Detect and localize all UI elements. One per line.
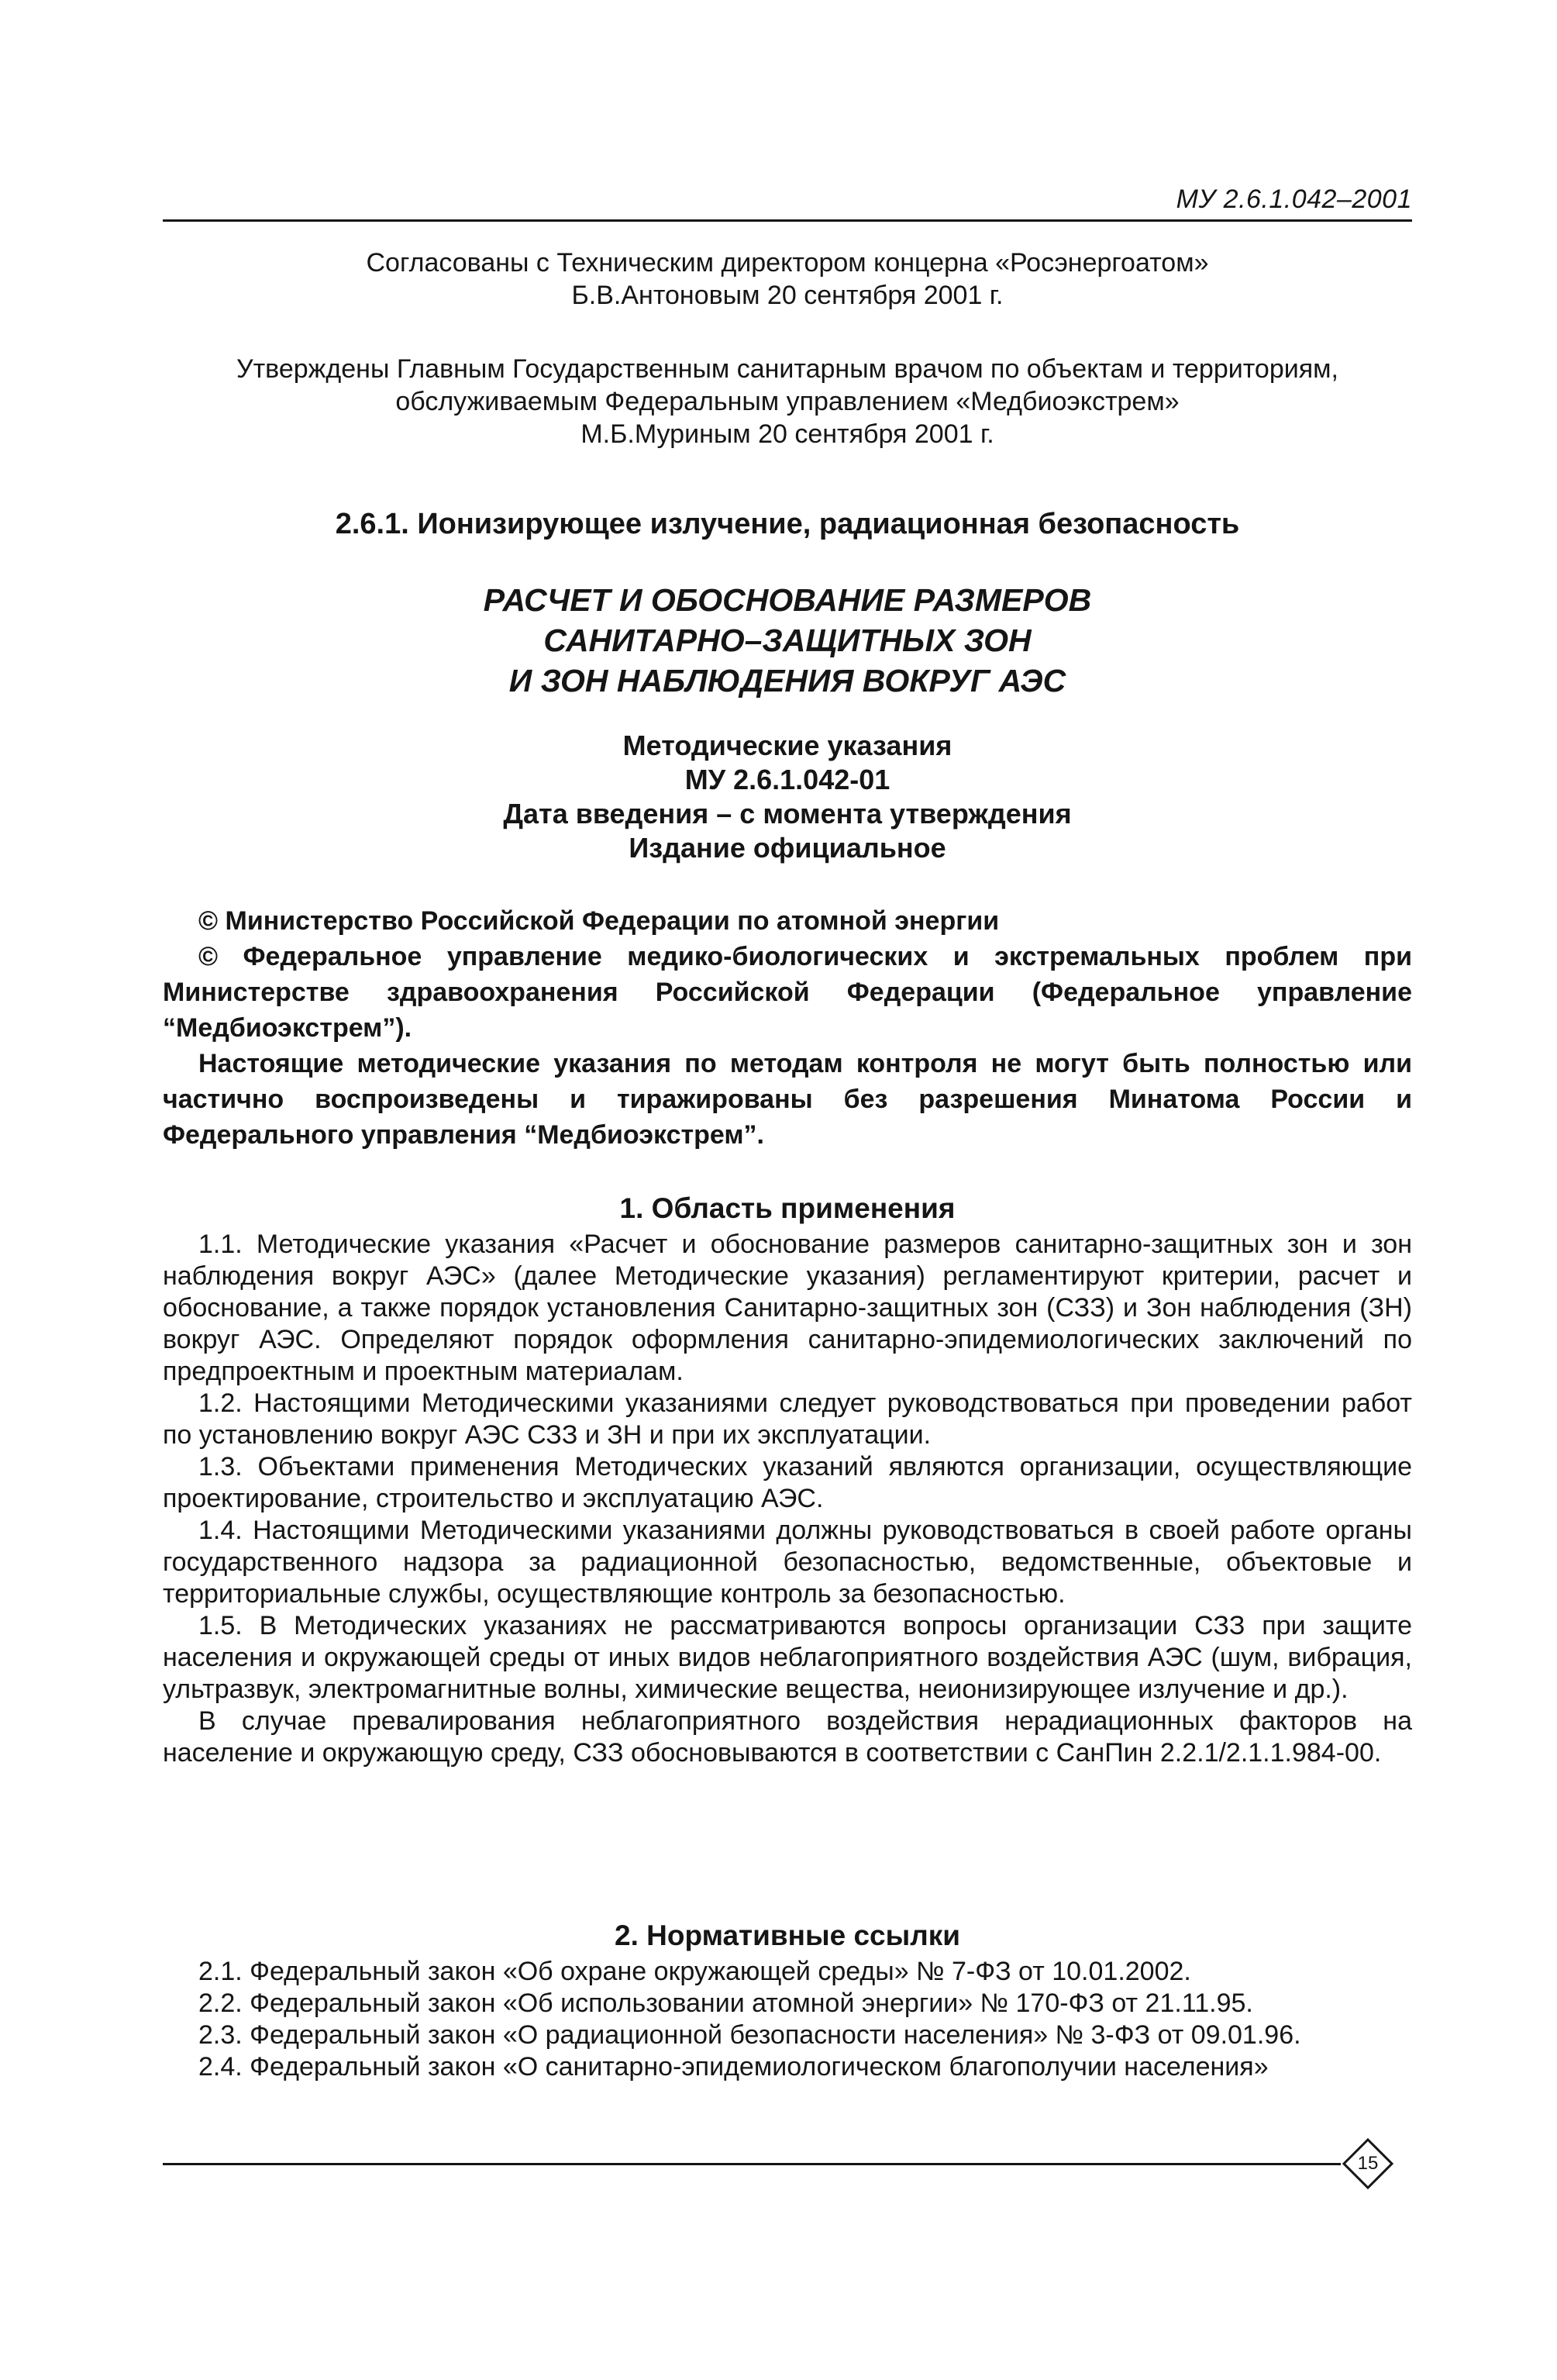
- reproduction-notice: Настоящие методические указания по методам контроля не могут быть полностью или частично воспроизведены и тиражированы без разрешения Минатома России и Федерального управления “Медбиоэкстрем”.: [163, 1049, 1412, 1150]
- header-rule: [163, 219, 1412, 222]
- paragraph: 1.1. Методические указания «Расчет и обоснование размеров санитарно-защитных зон и зон наблюдения вокруг АЭС» (далее Методические указания) регламентируют критерии, расчет и обоснование, а также порядок установления Санитарно-защитных зон (СЗЗ) и Зон наблюдения (ЗН) вокруг АЭС. Определяют порядок оформления санитарно-эпидемиологических заключений по предпроектным и проектным материалам.: [163, 1230, 1412, 1386]
- paragraph: 1.5. В Методических указаниях не рассматриваются вопросы организации СЗЗ при защите населения и окружающей среды от иных видов неблагоприятного воздействия АЭС (шум, вибрация, ультразвук, электромагнитные волны, химические вещества, неионизирующее излучение и др.).: [163, 1611, 1412, 1704]
- edition-label: Издание официальное: [629, 832, 946, 864]
- document-meta: [163, 729, 1412, 865]
- title-line: САНИТАРНО–ЗАЩИТНЫХ ЗОН: [543, 623, 1032, 658]
- list-item: 2.2. Федеральный закон «Об использовании атомной энергии» № 170-ФЗ от 21.11.95.: [198, 1989, 1253, 2018]
- scope-heading: 1. Область применения: [619, 1192, 956, 1224]
- paragraph: 1.3. Объектами применения Методических указаний являются организации, осуществляющие проектирование, строительство и эксплуатацию АЭС.: [163, 1452, 1412, 1513]
- approval-line: обслуживаемым Федеральным управлением «Медбиоэкстрем»: [395, 387, 1180, 416]
- page-number: 15: [1357, 2153, 1379, 2174]
- document-number: МУ 2.6.1.042-01: [684, 764, 890, 795]
- document-title: [163, 580, 1412, 701]
- document-type: Методические указания: [622, 730, 952, 761]
- approval-signatory: М.Б.Муриным 20 сентября 2001 г.: [580, 419, 994, 449]
- list-item: 2.3. Федеральный закон «О радиационной безопасности населения» № 3-ФЗ от 09.01.96.: [198, 2020, 1301, 2050]
- approval-block: [163, 353, 1412, 450]
- effective-date: Дата введения – с момента утверждения: [503, 798, 1072, 830]
- copyright-block: [163, 903, 1412, 1153]
- approval-line: Утверждены Главным Государственным санитарным врачом по объектам и территориям,: [236, 354, 1338, 384]
- scope-body: [163, 1229, 1412, 1769]
- title-line: И ЗОН НАБЛЮДЕНИЯ ВОКРУГ АЭС: [508, 663, 1066, 698]
- section-heading: 2.6.1. Ионизирующее излучение, радиационная безопасность: [335, 508, 1240, 540]
- document-code: МУ 2.6.1.042–2001: [1176, 185, 1412, 214]
- agreement-block: [163, 247, 1412, 312]
- page-number-badge: [1341, 2137, 1395, 2191]
- refs-list: [163, 1956, 1412, 2083]
- refs-heading: 2. Нормативные ссылки: [615, 1920, 960, 1951]
- list-item: 2.4. Федеральный закон «О санитарно-эпидемиологическом благополучии населения»: [198, 2052, 1269, 2082]
- paragraph: 1.2. Настоящими Методическими указаниями следует руководствоваться при проведении работ по установлению вокруг АЭС СЗЗ и ЗН и при их эксплуатации.: [163, 1388, 1412, 1450]
- paragraph: 1.4. Настоящими Методическими указаниями должны руководствоваться в своей работе органы государственного надзора за радиационной безопасностью, ведомственные, объектовые и территориальные службы, осуществляющие контроль за безопасностью.: [163, 1516, 1412, 1609]
- title-line: РАСЧЕТ И ОБОСНОВАНИЕ РАЗМЕРОВ: [483, 582, 1092, 618]
- copyright-line: © Министерство Российской Федерации по атомной энергии: [198, 906, 1000, 936]
- footer-rule: [163, 2163, 1341, 2165]
- copyright-line: © Федеральное управление медико-биологических и экстремальных проблем при Министерстве здравоохранения Российской Федерации (Федеральное управление “Медбиоэкстрем”).: [163, 942, 1412, 1043]
- list-item: 2.1. Федеральный закон «Об охране окружающей среды» № 7-ФЗ от 10.01.2002.: [198, 1957, 1191, 1986]
- paragraph: В случае превалирования неблагоприятного воздействия нерадиационных факторов на население и окружающую среду, СЗЗ обосновываются в соответствии с СанПин 2.2.1/2.1.1.984-00.: [163, 1706, 1412, 1768]
- agreement-line: Согласованы с Техническим директором концерна «Росэнергоатом»: [366, 248, 1209, 278]
- agreement-signatory: Б.В.Антоновым 20 сентября 2001 г.: [571, 281, 1004, 310]
